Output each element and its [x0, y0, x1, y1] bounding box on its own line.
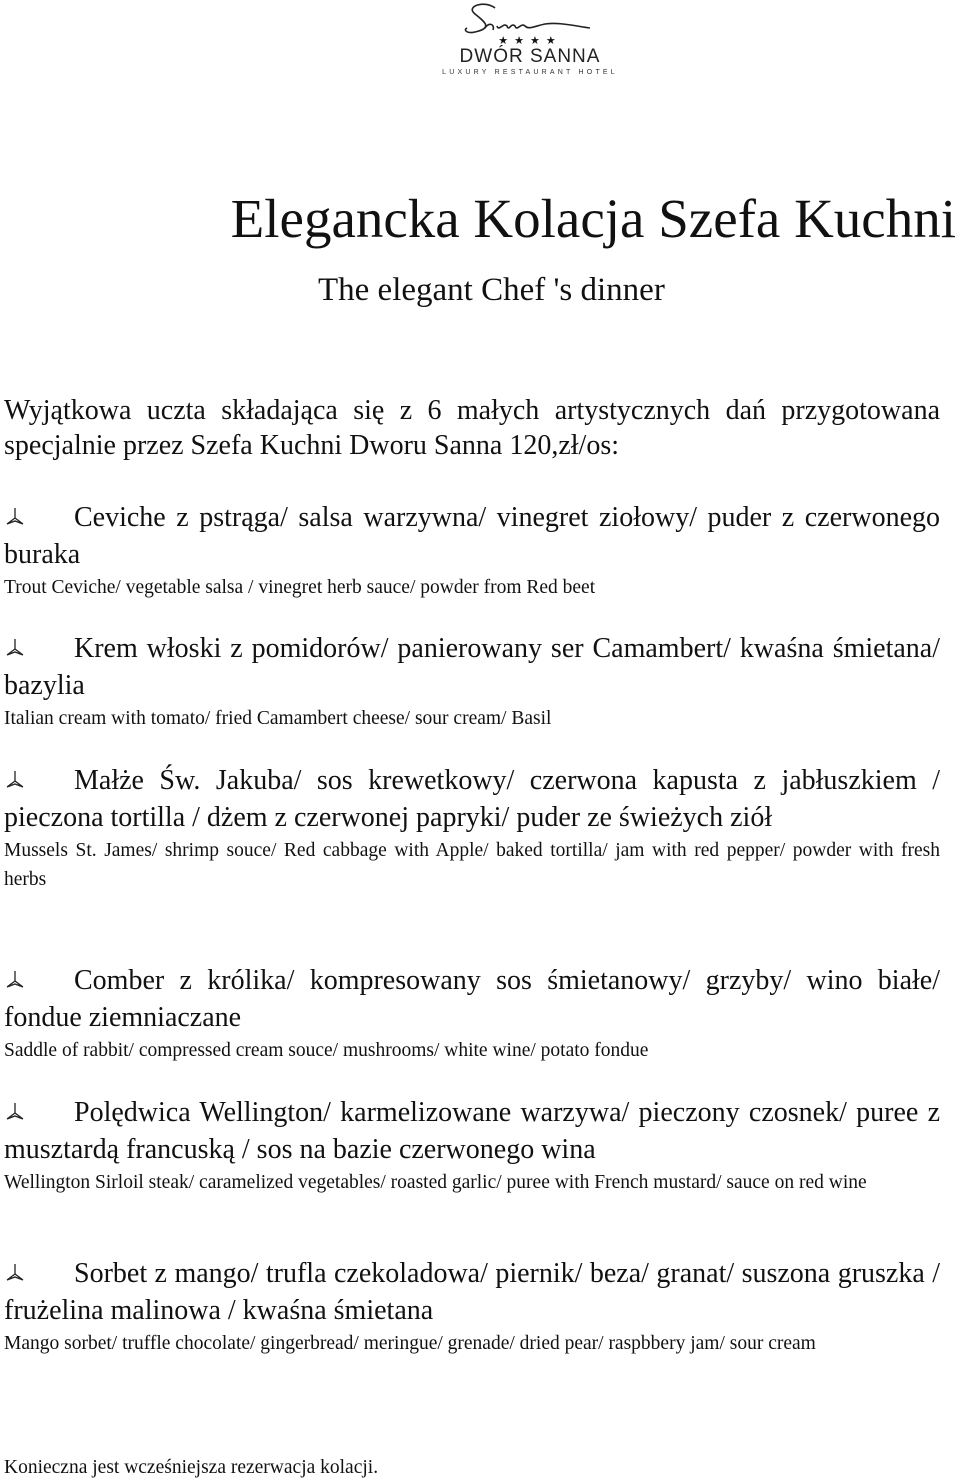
logo-signature [445, 0, 615, 38]
menu-item-english: Italian cream with tomato/ fried Camambert cheese/ sour cream/ Basil [4, 708, 552, 729]
menu-item-polish-text: Sorbet z mango/ trufla czekoladowa/ piernik/ beza/ granat/ suszona gruszka / frużelina malinowa / kwaśna śmietana [4, 1258, 940, 1326]
menu-item-english: Mango sorbet/ truffle chocolate/ gingerbread/ meringue/ grenade/ dried pear/ raspbbery jam/ sour cream [4, 1333, 816, 1354]
menu-item-polish-text: Krem włoski z pomidorów/ panierowany ser Camambert/ kwaśna śmietana/ bazylia [4, 633, 940, 701]
hotel-logo [440, 0, 620, 80]
menu-item-polish [4, 1093, 940, 1168]
menu-item [4, 629, 940, 733]
reservation-note: Konieczna jest wcześniejsza rezerwacja kolacji. [4, 1457, 379, 1478]
menu-item-polish [4, 498, 940, 573]
menu-item-english: Wellington Sirloil steak/ caramelized vegetables/ roasted garlic/ puree with French mustard/ sauce on red wine [4, 1172, 867, 1193]
menu-item [4, 1093, 940, 1197]
intro [4, 393, 940, 463]
menu-item-polish-text: Polędwica Wellington/ karmelizowane warzywa/ pieczony czosnek/ puree z musztardą francuską / sos na bazie czerwonego wina [4, 1097, 940, 1165]
menu-item [4, 761, 940, 894]
page-subtitle: The elegant Chef 's dinner [318, 272, 665, 308]
triangle-bullet-icon [4, 961, 26, 979]
page-title: Elegancka Kolacja Szefa Kuchni [230, 188, 956, 249]
menu-item-polish [4, 629, 940, 704]
menu-item [4, 498, 940, 602]
triangle-bullet-icon [4, 761, 26, 779]
menu-item-polish [4, 1254, 940, 1329]
menu-item [4, 1254, 940, 1358]
triangle-bullet-icon [4, 498, 26, 516]
menu-item [4, 961, 940, 1065]
menu-item-polish [4, 961, 940, 1036]
triangle-bullet-icon [4, 629, 26, 647]
menu-item-english: Mussels St. James/ shrimp souce/ Red cabbage with Apple/ baked tortilla/ jam with red pepper/ powder with fresh herbs [4, 840, 940, 890]
logo-name: DWÓR SANNA [459, 46, 601, 67]
menu-item-polish-text: Małże Św. Jakuba/ sos krewetkowy/ czerwona kapusta z jabłuszkiem / pieczona tortilla / dżem z czerwonej papryki/ puder ze świeżych ziół [4, 765, 940, 833]
intro-text: Wyjątkowa uczta składająca się z 6 małych artystycznych dań przygotowana specjalnie przez Szefa Kuchni Dworu Sanna 120,zł/os: [4, 395, 940, 461]
menu-item-english: Saddle of rabbit/ compressed cream souce/ mushrooms/ white wine/ potato fondue [4, 1040, 649, 1061]
triangle-bullet-icon [4, 1093, 26, 1111]
menu-item-english: Trout Ceviche/ vegetable salsa / vinegret herb sauce/ powder from Red beet [4, 577, 596, 598]
logo-stars: ★★★★ [498, 34, 562, 47]
menu-item-polish-text: Comber z królika/ kompresowany sos śmietanowy/ grzyby/ wino białe/ fondue ziemniaczane [4, 965, 940, 1033]
triangle-bullet-icon [4, 1254, 26, 1272]
menu-item-polish-text: Ceviche z pstrąga/ salsa warzywna/ vinegret ziołowy/ puder z czerwonego buraka [4, 502, 940, 570]
logo-tagline: LUXURY RESTAURANT HOTEL [442, 69, 618, 76]
menu-item-polish [4, 761, 940, 836]
